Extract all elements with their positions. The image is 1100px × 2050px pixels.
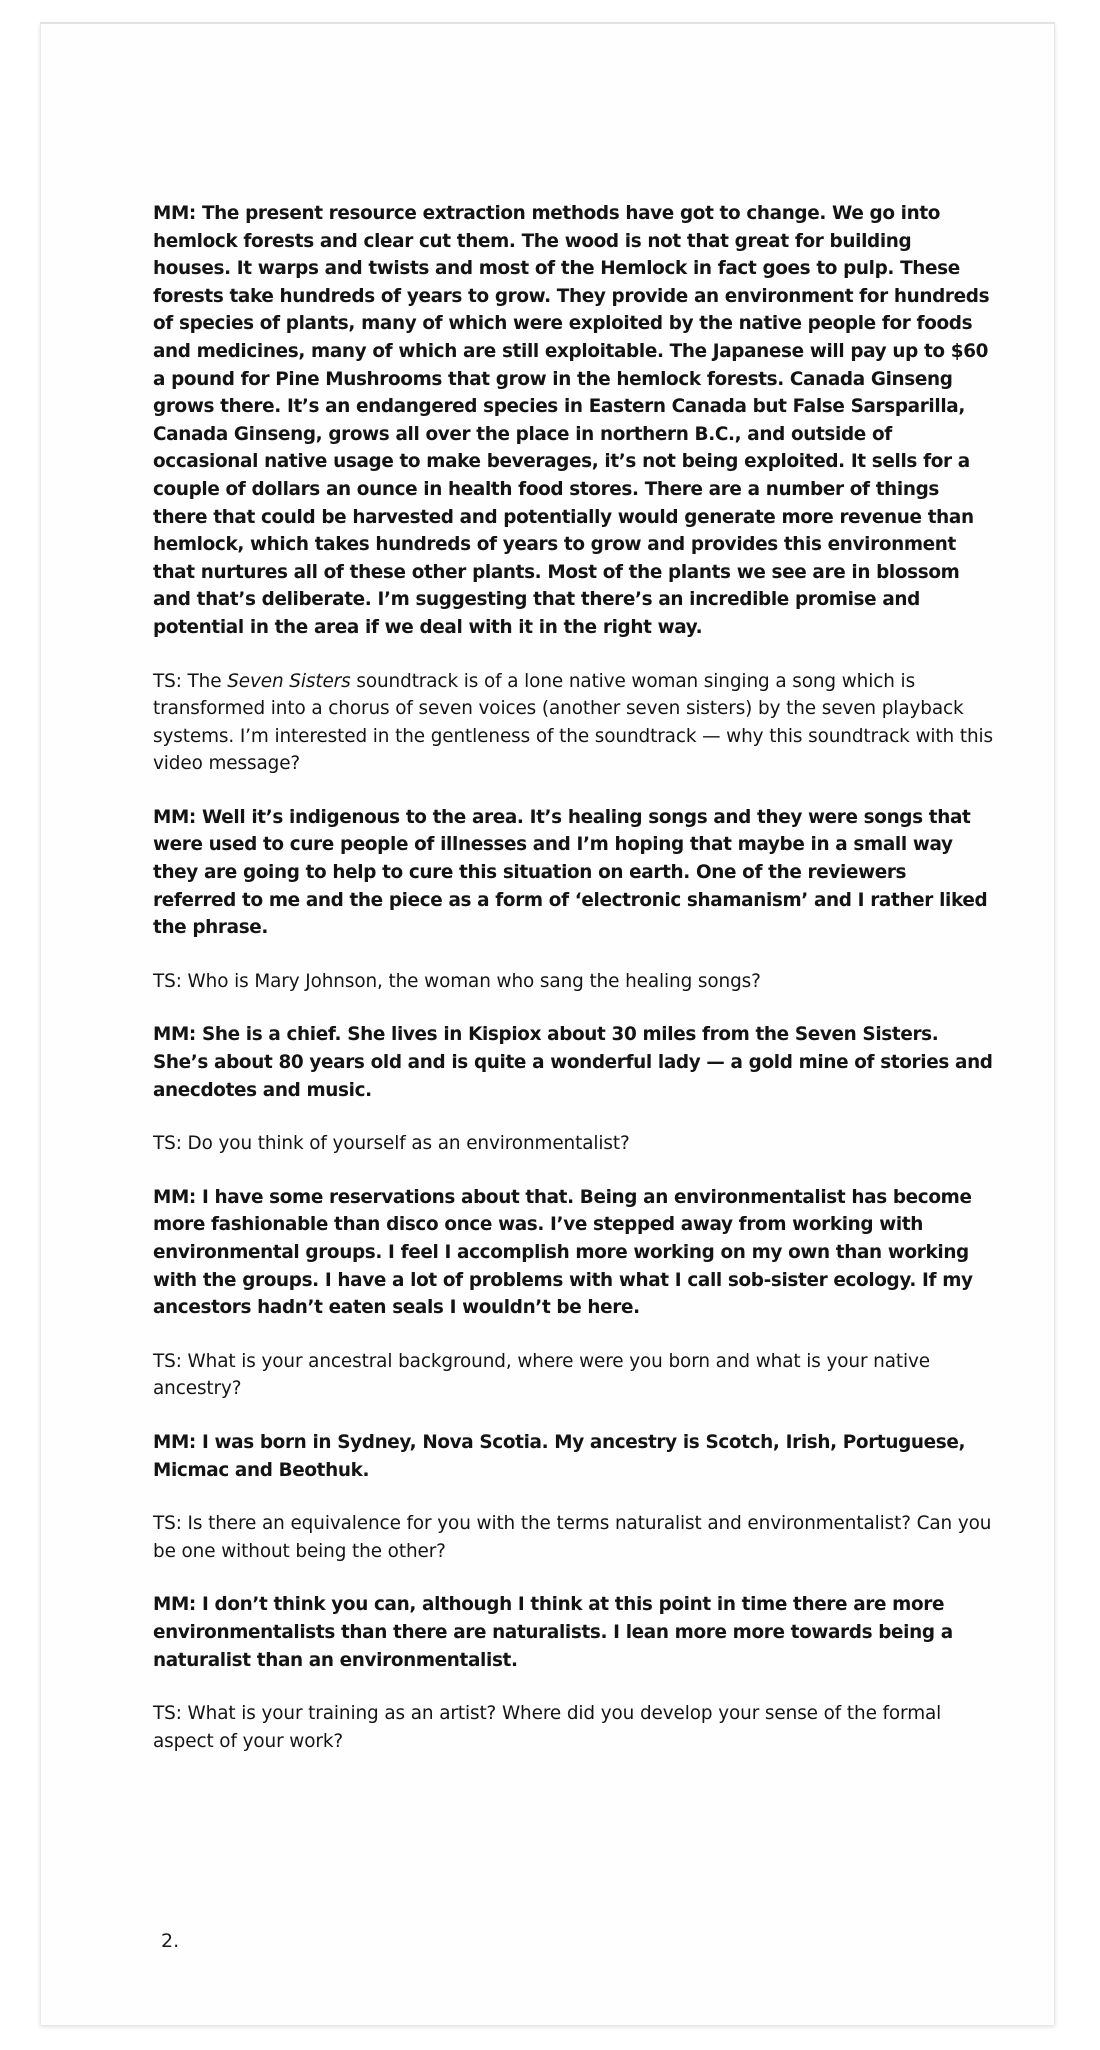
document-page: [40, 22, 1055, 2025]
question-prefix: TS: The: [153, 670, 228, 692]
question-paragraph: TS: What is your training as an artist? Where did you develop your sense of the formal aspect of your work?: [153, 1703, 942, 1752]
answer-paragraph: MM: I have some reservations about that. Being an environmentalist has become more fashionable than disco once was. I’ve stepped away from working with environmental groups. I feel I accomplish more working on my own than working with the groups. I have a lot of problems with what I call sob-sister ecology. If my ancestors hadn’t eaten seals I wouldn’t be here.: [153, 1186, 973, 1319]
answer-paragraph: MM: I was born in Sydney, Nova Scotia. My ancestry is Scotch, Irish, Portuguese, Micmac and Beothuk.: [153, 1431, 966, 1481]
page-number: 2.: [161, 1930, 180, 1952]
answer-paragraph: MM: The present resource extraction methods have got to change. We go into hemlock forests and clear cut them. The wood is not that great for building houses. It warps and twists and most of the Hemlock in fact goes to pulp. These forests take hundreds of years to grow. They provide an environment for hundreds of species of plants, many of which were exploited by the native people for foods and medicines, many of which are still exploitable. The Japanese will pay up to $60 a pound for Pine Mushrooms that grow in the hemlock forests. Canada Ginseng grows there. It’s an endangered species in Eastern Canada but False Sarsparilla, Canada Ginseng, grows all over the place in northern B.C., and outside of occasional native usage to make beverages, it’s not being exploited. It sells for a couple of dollars an ounce in health food stores. There are a number of things there that could be harvested and potentially would generate more revenue than hemlock, which takes hundreds of years to grow and provides this environment that nurtures all of these other plants. Most of the plants we see are in blossom and that’s deliberate. I’m suggesting that there’s an incredible promise and potential in the area if we deal with it in the right way.: [153, 203, 990, 638]
question-paragraph: TS: What is your ancestral background, where were you born and what is your native ancestry?: [153, 1350, 930, 1400]
answer-paragraph: MM: I don’t think you can, although I think at this point in time there are more environmentalists than there are naturalists. I lean more more towards being a naturalist than an environmentalist.: [153, 1594, 953, 1671]
question-paragraph: TS: Do you think of yourself as an environmentalist?: [153, 1133, 630, 1155]
answer-paragraph: MM: She is a chief. She lives in Kispiox about 30 miles from the Seven Sisters. She’s about 80 years old and is quite a wonderful lady — a gold mine of stories and anecdotes and music.: [153, 1024, 993, 1101]
question-rest: soundtrack is of a lone native woman singing a song which is transformed into a chorus of seven voices (another seven sisters) by the seven playback systems. I’m interested in the gentleness of the soundtrack — why this soundtrack with this video message?: [153, 670, 993, 775]
question-paragraph: TS: Who is Mary Johnson, the woman who sang the healing songs?: [153, 970, 761, 992]
question-paragraph: [153, 668, 993, 778]
interview-text: [153, 200, 993, 1781]
artwork-title: Seven Sisters: [227, 670, 351, 692]
answer-paragraph: MM: Well it’s indigenous to the area. It’s healing songs and they were songs that were used to cure people of illnesses and I’m hoping that maybe in a small way they are going to help to cure this situation on earth. One of the reviewers referred to me and the piece as a form of ‘electronic shamanism’ and I rather liked the phrase.: [153, 806, 988, 939]
question-paragraph: TS: Is there an equivalence for you with the terms naturalist and environmentalist? Can you be one without being the other?: [153, 1513, 992, 1562]
